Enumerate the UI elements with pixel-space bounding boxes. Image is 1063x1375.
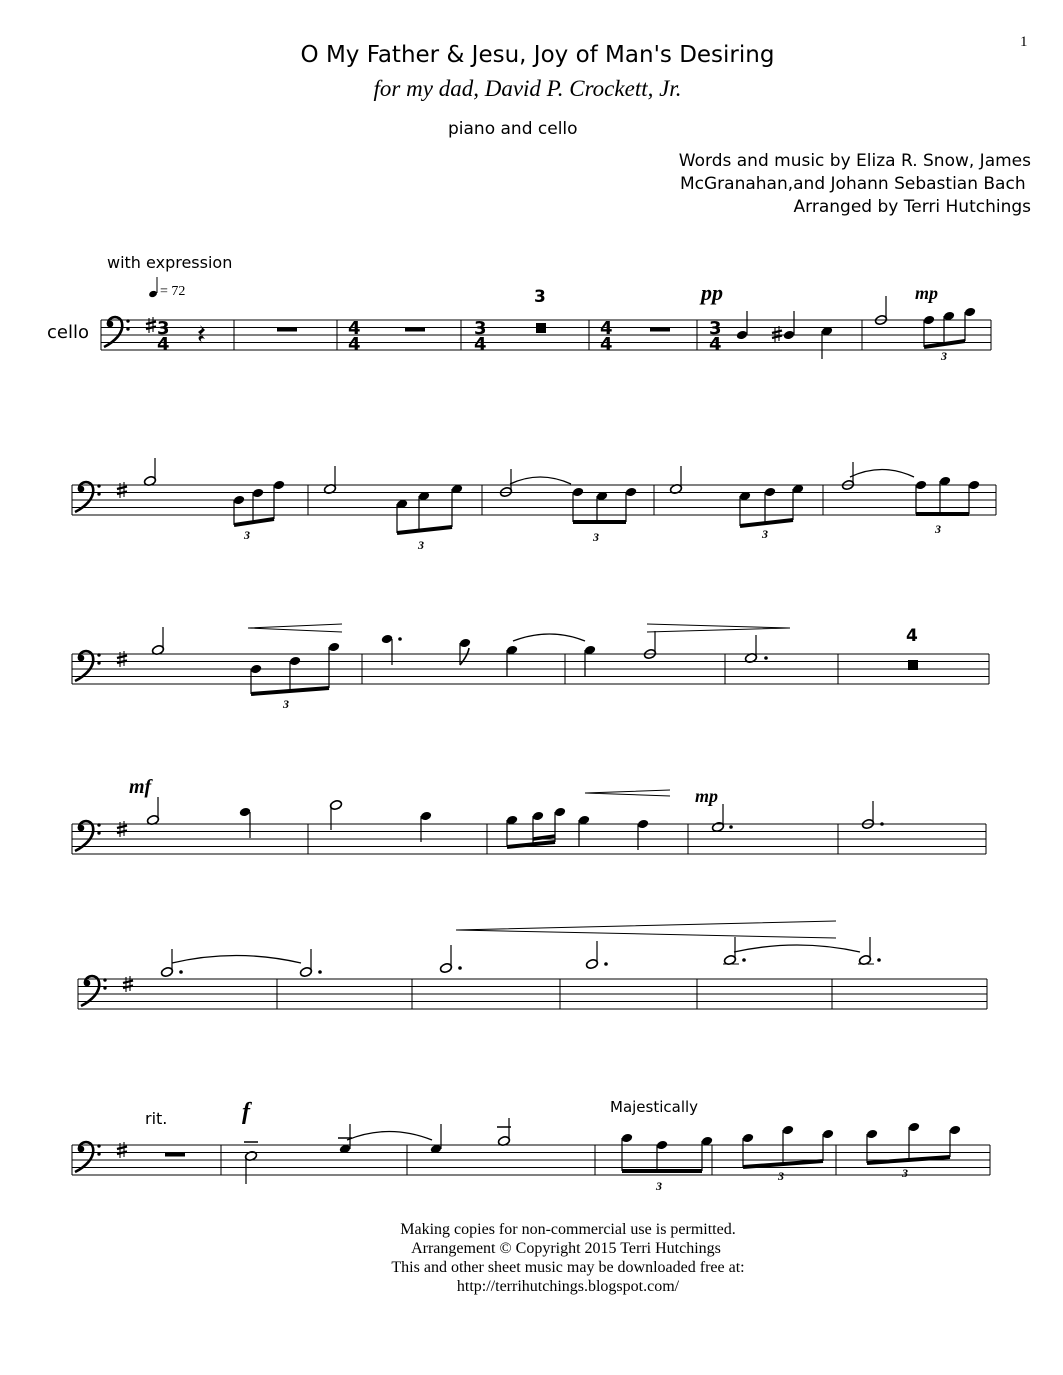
footer-line: Arrangement © Copyright 2015 Terri Hutchings <box>411 1240 725 1257</box>
expression-mark: with expression <box>107 253 233 272</box>
triplet-label: 3 <box>244 528 250 542</box>
time-signature-bottom: 4 <box>474 334 487 355</box>
triplet-label: 3 <box>418 538 424 552</box>
tempo-mark <box>148 277 185 299</box>
triplet-label: 3 <box>593 530 599 544</box>
time-signature-top: 4 <box>348 318 361 339</box>
time-signature-top: 4 <box>600 318 613 339</box>
staff-system-2 <box>72 458 996 552</box>
staff-system-4 <box>72 790 986 854</box>
dynamic-pp: pp <box>701 280 723 305</box>
part-name: cello <box>47 322 89 343</box>
triplet-label: 3 <box>762 527 768 541</box>
time-signature-top: 3 <box>709 318 722 339</box>
triplet-label: 3 <box>935 522 941 536</box>
staff-system-1 <box>101 296 991 363</box>
triplet-label: 3 <box>902 1166 908 1180</box>
dynamic-mf: mf <box>129 776 152 798</box>
triplet-label: 3 <box>778 1169 784 1183</box>
triplet-label: 3 <box>656 1179 662 1193</box>
time-signature-bottom: 4 <box>600 334 613 355</box>
instrumentation: piano and cello <box>448 119 578 139</box>
time-signature-top: 3 <box>157 318 170 339</box>
footer-line: This and other sheet music may be downloaded free at: <box>391 1259 745 1276</box>
footer-link[interactable]: http://terrihutchings.blogspot.com/ <box>456 1278 680 1295</box>
page-number: 1 <box>1020 34 1028 50</box>
staff-system-3 <box>72 624 989 711</box>
triplet-label: 3 <box>941 349 947 363</box>
tempo-text: = 72 <box>160 284 186 299</box>
credits-line: Arranged by Terri Hutchings <box>793 197 1031 217</box>
score-title: O My Father & Jesu, Joy of Man's Desiring <box>300 42 775 68</box>
multirest-count: 4 <box>906 626 918 646</box>
majestically-mark: Majestically <box>610 1098 699 1116</box>
credits-line: Words and music by Eliza R. Snow, James <box>678 151 1031 171</box>
staff-system-5 <box>78 921 987 1009</box>
score-subtitle: for my dad, David P. Crockett, Jr. <box>373 76 682 101</box>
copyright-footer <box>0 1220 1063 1296</box>
dynamic-mp: mp <box>915 283 939 303</box>
time-signature-bottom: 4 <box>157 334 170 355</box>
time-signature-bottom: 4 <box>348 334 361 355</box>
dynamic-mp: mp <box>695 786 719 806</box>
dynamic-f: f <box>242 1099 250 1125</box>
credits-line: McGranahan,and Johann Sebastian Bach <box>679 174 1031 194</box>
rit-mark: rit. <box>145 1109 168 1128</box>
time-signature-bottom: 4 <box>709 334 722 355</box>
staff-system-6 <box>72 1118 990 1193</box>
triplet-label: 3 <box>283 697 289 711</box>
footer-line: Making copies for non-commercial use is permitted. <box>400 1221 736 1238</box>
time-signature-top: 3 <box>474 318 487 339</box>
multirest-count: 3 <box>534 287 546 307</box>
